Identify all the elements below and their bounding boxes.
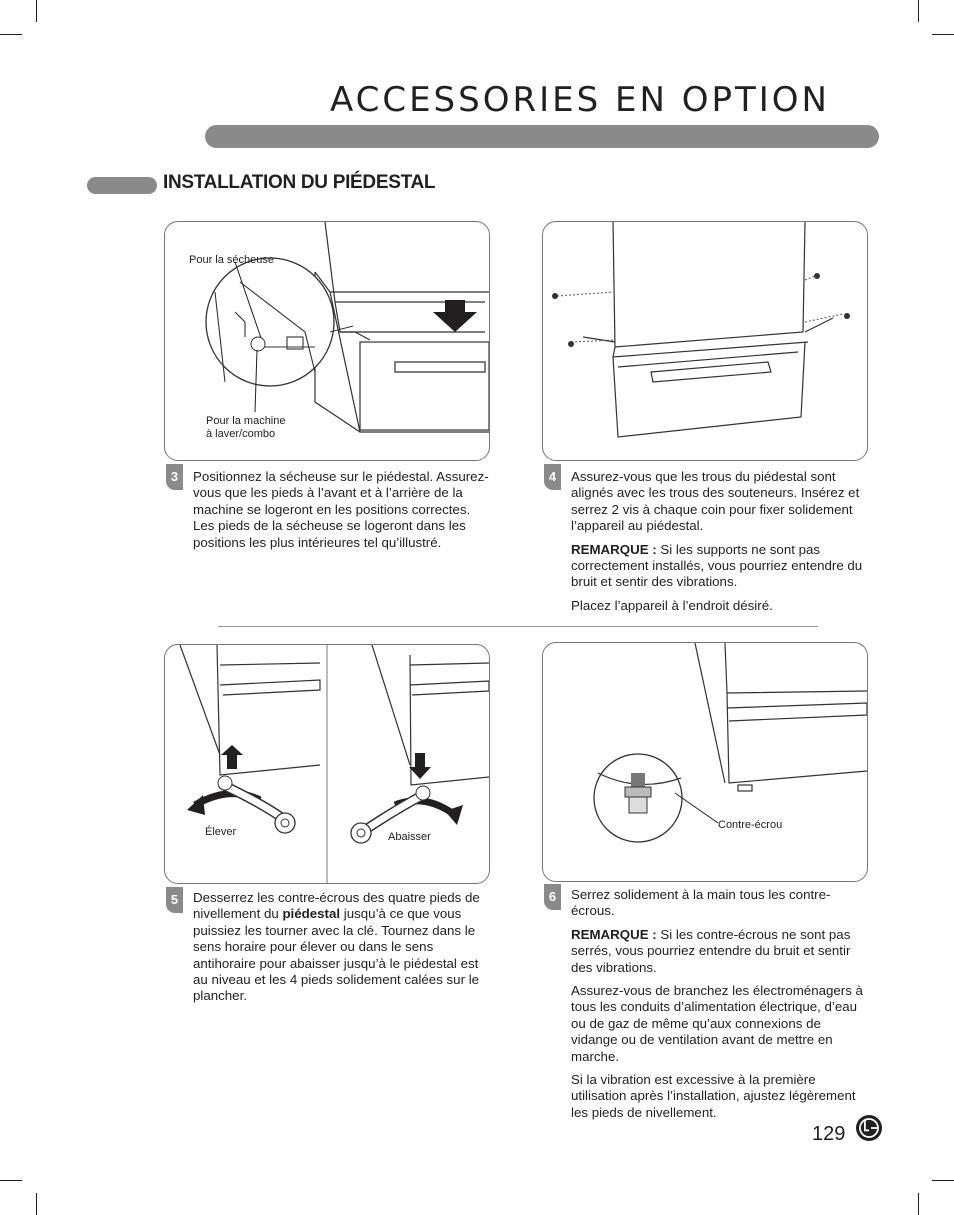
step5-illustration <box>164 644 490 884</box>
crop-mark <box>0 34 22 35</box>
step3-paragraph: Positionnez la sécheuse sur le piédestal. Assurez-vous que les pieds à l’avant et à l’arrière de la machine se logeront en les positions correctes. Les pieds de la sécheuse se logeront dans les positions les plus intérieures tel qu’illustré. <box>193 469 489 550</box>
step6-paragraph-3: Assurez-vous de branchez les électroménagers à tous les conduits d’alimentation électrique, d’eau ou de gaz de même qu’aux connexions de vidange ou de ventilation avant de mettre en marche. <box>571 983 863 1064</box>
step4-note-text: Si les supports ne sont pas correctement installés, vous pourriez entendre du bruit et sentir des vibrations. <box>571 541 863 590</box>
step-number-6: 6 <box>544 884 561 910</box>
label-lower: Abaisser <box>388 831 431 843</box>
step-number-5: 5 <box>166 887 183 913</box>
page-number: 129 <box>812 1123 846 1145</box>
step6-note <box>571 927 867 976</box>
crop-mark <box>932 34 954 35</box>
step4-note <box>571 542 867 591</box>
step-number-4: 4 <box>544 464 561 490</box>
step6-note-label: REMARQUE : <box>571 926 657 942</box>
step4-note-label: REMARQUE : <box>571 541 657 557</box>
label-washer-2: à laver/combo <box>206 428 276 440</box>
crop-mark <box>918 0 919 22</box>
step5-text-b: jusqu’à ce que vous puissiez les tourner avec la clé. Tournez dans le sens horaire pour élever ou dans le sens antihoraire pour abaisser jusqu’à le piédestal est au niveau et les 4 pieds solidement calées sur le plancher. <box>193 906 480 1004</box>
step3-text <box>193 469 493 558</box>
label-raise: Élever <box>205 826 237 838</box>
step4-paragraph-3: Placez l’appareil à l’endroit désiré. <box>571 597 773 613</box>
crop-mark <box>36 0 37 22</box>
step6-note-text: Si les contre-écrous ne sont pas serrés, vous pourriez entendre du bruit et sentir des vibrations. <box>571 926 851 975</box>
label-dryer: Pour la sécheuse <box>189 254 274 266</box>
section-title: INSTALLATION DU PIÉDESTAL <box>163 172 436 193</box>
step6-paragraph-1: Serrez solidement à la main tous les contre-écrous. <box>571 887 831 919</box>
pedestal-screws-illustration <box>543 222 867 460</box>
page-title: ACCESSORIES EN OPTION <box>329 80 830 120</box>
section-divider <box>218 626 818 627</box>
title-bar <box>205 125 879 148</box>
step5-paragraph <box>193 890 493 1005</box>
label-locknut: Contre-écrou <box>718 819 783 831</box>
step6-text <box>571 887 867 1128</box>
leveling-feet-illustration <box>165 645 489 883</box>
step-number-3: 3 <box>166 464 183 490</box>
step4-illustration <box>542 221 868 461</box>
step6-illustration <box>542 642 868 882</box>
step5-text-a: Desserrez les contre-écrous des quatre pieds de nivellement du <box>193 890 480 922</box>
step3-illustration <box>164 221 490 461</box>
crop-mark <box>918 1193 919 1215</box>
lg-logo-icon <box>855 1114 883 1142</box>
step5-text <box>193 890 493 1012</box>
label-washer-1: Pour la machine <box>206 415 286 427</box>
crop-mark <box>932 1180 954 1181</box>
step4-paragraph-1: Assurez-vous que les trous du piédestal sont alignés avec les trous des souteneurs. Insérez et serrez 2 vis à chaque coin pour fixer solidement l’appareil au piédestal. <box>571 469 860 534</box>
locknut-illustration <box>543 643 867 881</box>
step4-text <box>571 469 867 621</box>
crop-mark <box>36 1193 37 1215</box>
crop-mark <box>0 1180 22 1181</box>
step6-paragraph-4: Si la vibration est excessive à la première utilisation après l’installation, ajustez légèrement les pieds de nivellement. <box>571 1072 856 1120</box>
step5-text-bold: piédestal <box>282 906 341 922</box>
section-pill <box>87 177 157 194</box>
